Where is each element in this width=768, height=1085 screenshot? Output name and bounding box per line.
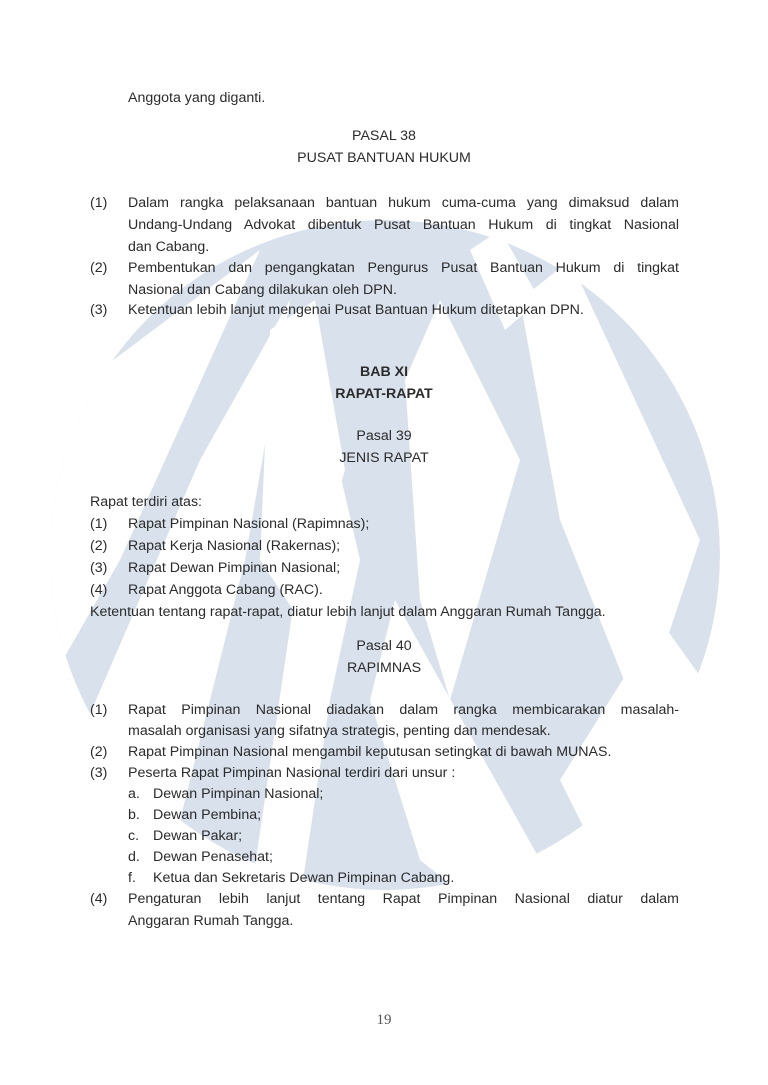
item-text: Rapat Pimpinan Nasional (Rapimnas); (128, 516, 370, 532)
item-number: (3) (90, 560, 108, 576)
item-text-line: Ketentuan lebih lanjut mengenai Pusat Bantuan Hukum ditetapkan DPN. (128, 302, 584, 318)
subitem-text: Dewan Penasehat; (153, 849, 273, 865)
subitem-text: Dewan Pembina; (153, 807, 262, 823)
item-text-line: Dalam rangka pelaksanaan bantuan hukum cuma-cuma yang dimaksud dalam (128, 195, 679, 211)
item-text: Rapat Anggota Cabang (RAC). (128, 582, 323, 598)
pasal-38-subtitle: PUSAT BANTUAN HUKUM (297, 150, 471, 166)
item-text-line: Rapat Pimpinan Nasional diadakan dalam rangka membicarakan masalah- (128, 702, 679, 718)
item-number: (3) (90, 765, 108, 781)
item-number: (1) (90, 195, 108, 211)
item-text-line: dan Cabang. (128, 239, 210, 255)
chapter-title: BAB XI (359, 364, 409, 380)
subitem-letter: d. (128, 849, 140, 865)
item-text: Rapat Kerja Nasional (Rakernas); (128, 538, 341, 554)
subitem-letter: c. (128, 828, 140, 844)
item-number: (2) (90, 260, 108, 276)
pasal-39-closing: Ketentuan tentang rapat-rapat, diatur lebih lanjut dalam Anggaran Rumah Tangga. (90, 604, 606, 620)
item-text-line: Pengaturan lebih lanjut tentang Rapat Pimpinan Nasional diatur dalam (128, 891, 679, 907)
page-number: 19 (376, 1012, 392, 1028)
subitem-letter: f. (128, 870, 136, 886)
item-number: (1) (90, 702, 108, 718)
subitem-text: Dewan Pakar; (153, 828, 243, 844)
item-text-line: Peserta Rapat Pimpinan Nasional terdiri dari unsur : (128, 765, 456, 781)
item-number: (2) (90, 538, 108, 554)
item-number: (4) (90, 582, 108, 598)
item-number: (2) (90, 744, 108, 760)
subitem-text: Ketua dan Sekretaris Dewan Pimpinan Cabang. (153, 870, 455, 886)
item-text-line: Anggaran Rumah Tangga. (128, 913, 294, 929)
pasal-39-subtitle: JENIS RAPAT (339, 450, 429, 466)
item-number: (1) (90, 516, 108, 532)
item-text-line: Pembentukan dan pengangkatan Pengurus Pusat Bantuan Hukum di tingkat (128, 260, 679, 276)
item-text-line: Rapat Pimpinan Nasional mengambil keputusan setingkat di bawah MUNAS. (128, 744, 612, 760)
pasal-40-title: Pasal 40 (356, 638, 412, 654)
item-text-line: Nasional dan Cabang dilakukan oleh DPN. (128, 282, 397, 298)
subitem-letter: a. (128, 786, 140, 802)
pasal-38-title: PASAL 38 (352, 128, 416, 144)
continuation-text: Anggota yang diganti. (128, 90, 266, 106)
item-text-line: masalah organisasi yang sifatnya strategis, penting dan mendesak. (128, 723, 551, 739)
pasal-40-subtitle: RAPIMNAS (346, 660, 422, 676)
item-text: Rapat Dewan Pimpinan Nasional; (128, 560, 341, 576)
pasal-39-intro: Rapat terdiri atas: (90, 494, 202, 510)
pasal-39-title: Pasal 39 (356, 428, 412, 444)
item-number: (3) (90, 302, 108, 318)
subitem-text: Dewan Pimpinan Nasional; (153, 786, 324, 802)
chapter-subtitle: RAPAT-RAPAT (335, 386, 433, 402)
subitem-letter: b. (128, 807, 140, 823)
item-text-line: Undang-Undang Advokat dibentuk Pusat Bantuan Hukum di tingkat Nasional (128, 217, 679, 233)
item-number: (4) (90, 891, 108, 907)
